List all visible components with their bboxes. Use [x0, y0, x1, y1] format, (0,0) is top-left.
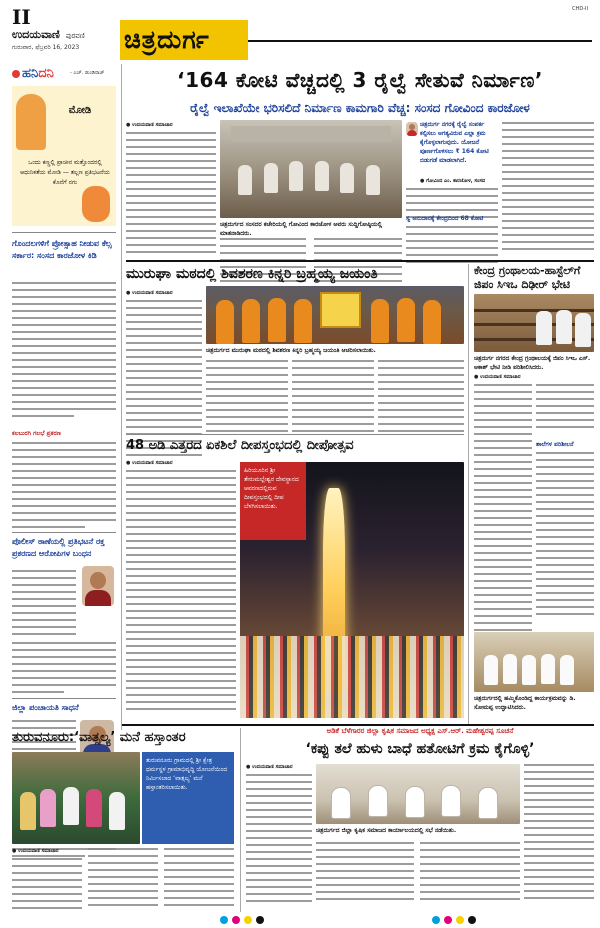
divider: [12, 698, 116, 699]
story3-headline: ಜಿಲ್ಲಾ ಪಂಚಾಯತಿ ಸಾಧನೆ: [12, 703, 79, 712]
lead-headline: ‘164 ಕೋಟಿ ವೆಚ್ಚದಲ್ಲಿ 3 ರೈಲ್ವೆ ಸೇತುವೆ ನಿರ್ಮಾಣ’: [177, 68, 543, 92]
hanidani-author: - ಎಚ್. ಡುಂಡಿರಾಜ್: [70, 70, 105, 76]
lead-photo: [220, 120, 402, 218]
section-divider: [126, 434, 464, 435]
murugha-body-col4: [378, 360, 464, 437]
story2-body: [12, 570, 76, 640]
vatsalya-photo: [12, 752, 140, 844]
yellow-dot-icon: [456, 916, 464, 924]
arecanut-body-col3: [420, 842, 520, 905]
library-body-col3: [536, 452, 594, 620]
cyan-dot-icon: [220, 916, 228, 924]
cartoon-figure-icon: [82, 186, 110, 222]
library-subhead: ಶಾಲೆಗಳ ಪರಿಶೀಲನೆ: [536, 441, 574, 448]
vatsalya-body-col2: [88, 848, 158, 911]
hanidani-dot-icon: [12, 70, 20, 78]
yellow-dot-icon: [244, 916, 252, 924]
hanidani-title: ಹನಿದನಿ: [22, 66, 54, 81]
lead-subhead: ರೈಲ್ವೆ ಇಲಾಖೆಯೇ ಭರಿಸಲಿದೆ ನಿರ್ಮಾಣ ಕಾಮಗಾರಿ ವೆಚ್ಚ: ಸಂಸದ ಗೋವಿಂದ ಕಾರಜೋಳ: [190, 101, 530, 115]
murugha-photo: [206, 286, 464, 344]
arecanut-photo: [316, 764, 520, 824]
murugha-body-col2: [206, 360, 288, 437]
hanidani-caption: ಒಂದು ಕಣ್ಣಲ್ಲಿ ಪ್ರಾಚೀನ ಮತ್ತೊಂದರಲ್ಲಿ ಆಧುನಿಕತೆಯ ಮೋಡಿ — ತಲ್ಲಣ ಪ್ರತಿಭಟನೆಯ ಕೊನೆಗೆ ನಗು: [20, 159, 110, 186]
sidebar-subhead: ಸ್ವ ಅನುದಾನಕ್ಕೆ ಕೇಂದ್ರದಿಂದ 68 ಕೋಟಿ: [406, 215, 484, 222]
brand-tag: ಪುರವಣಿ: [65, 32, 85, 40]
arecanut-body-col4: [524, 764, 594, 904]
lead-photo-caption: ಚಿತ್ರದುರ್ಗದ ಸಂಸದರ ಕಚೇರಿಯಲ್ಲಿ ಗೋವಿಂದ ಕಾರಜೋಳ ಅವರು ಸುದ್ದಿಗೋಷ್ಠಿಯಲ್ಲಿ ಮಾತನಾಡಿದರು.: [220, 221, 383, 237]
section-banner: [120, 20, 248, 60]
lead-body-col1: [126, 132, 216, 258]
story2-headline: ಪೊಲೀಸ್ ಠಾಣೆಯಲ್ಲಿ ಪ್ರತಿಭಟನೆ ರಕ್ತ ಪ್ರಕರಣದ ಆರೋಪಿಗಳ ಬಂಧನ: [12, 537, 105, 558]
library-reporter: ● ಉದಯವಾಣಿ ಸಮಾಚಾರ: [474, 374, 521, 380]
murugha-caption: ಚಿತ್ರದುರ್ಗದ ಮುರುಘಾ ಮಠದಲ್ಲಿ ಶಿವಶರಣ ಕಿನ್ನರಿ ಬ್ರಹ್ಮಯ್ಯ ಜಯಂತಿ ಆಚರಿಸಲಾಯಿತು.: [206, 347, 376, 354]
magenta-dot-icon: [444, 916, 452, 924]
story2-body-continued: [12, 642, 116, 698]
masthead-rule: [248, 40, 592, 42]
deepotsava-headline: 48 ಅಡಿ ಎತ್ತರದ ಏಕಶಿಲೆ ದೀಪಸ್ತಂಭದಲ್ಲಿ ದೀಪೋತ್ಸವ: [126, 438, 354, 453]
hanidani-quote: ಮೋಡಿ: [68, 105, 92, 116]
section-divider: [126, 260, 594, 262]
newspaper-logo: [12, 6, 116, 58]
arecanut-body-col1: [246, 774, 312, 907]
story1-body: [12, 282, 116, 422]
masthead: [0, 0, 600, 60]
magenta-dot-icon: [232, 916, 240, 924]
brand-text: ಉದಯವಾಣಿ: [12, 28, 60, 41]
arecanut-reporter: ● ಉದಯವಾಣಿ ಸಮಾಚಾರ: [246, 764, 293, 770]
arecanut-caption: ಚಿತ್ರದುರ್ಗದ ಜಿಲ್ಲಾ ಕೃಷಿಕ ಸಮಾಜದ ಕಾರ್ಯಾಲಯದಲ್ಲಿ ಸಭೆ ನಡೆಯಿತು.: [316, 827, 457, 834]
meeting-caption: ಚಿತ್ರದುರ್ಗದಲ್ಲಿ ಹಮ್ಮಿಕೊಂಡಿದ್ದ ಕಾರ್ಯಕ್ರಮವನ್ನು ಡಿ. ಸೋಮಪ್ಪ ಉದ್ಘಾಟಿಸಿದರು.: [474, 695, 576, 711]
column-rule: [468, 264, 469, 724]
hanidani-box: [12, 86, 116, 226]
registration-marks: [220, 914, 480, 924]
vatsalya-reporter: ● ಉದಯವಾಣಿ ಸಮಾಚಾರ: [12, 848, 59, 854]
murugha-reporter: ● ಉದಯವಾಣಿ ಸಮಾಚಾರ: [126, 290, 173, 296]
divider: [12, 232, 116, 233]
vatsalya-body-col1: [12, 858, 82, 914]
story1-subhead: ಕಲಬುರಗಿ ಗಲಭೆ ಪ್ರಕರಣ: [12, 430, 61, 437]
murugha-body-col3: [292, 360, 374, 437]
vatsalya-headline: ತುರುವನೂರು:‘ವಾತ್ಸಲ್ಯ’ ಮನೆ ಹಸ್ತಾಂತರ: [12, 730, 186, 745]
lead-reporter: ● ಉದಯವಾಣಿ ಸಮಾಚಾರ: [126, 122, 173, 128]
black-dot-icon: [468, 916, 476, 924]
sidebar-quote-author: ● ಗೋವಿಂದ ಎಂ. ಕಾರಜೋಳ, ಸಂಸದ: [420, 178, 486, 184]
meeting-photo: [474, 632, 594, 692]
section-title: ಚಿತ್ರದುರ್ಗ: [124, 25, 210, 54]
murugha-headline: ಮುರುಘಾ ಮಠದಲ್ಲಿ ಶಿವಶರಣ ಕಿನ್ನರಿ ಬ್ರಹ್ಮಯ್ಯ ಜಯಂತಿ: [126, 266, 378, 282]
hanidani-logo: [12, 64, 116, 84]
issue-date: ಗುರುವಾರ, ಫೆಬ್ರವರಿ 16, 2023: [12, 44, 80, 51]
black-dot-icon: [256, 916, 264, 924]
column-rule: [121, 64, 122, 730]
sidebar-quote: ಚಿತ್ರದುರ್ಗ ನಗರಕ್ಕೆ ರೈಲ್ವೆ ಸಂಪರ್ಕ ಕಲ್ಪಿಸಲು ಅಗತ್ಯವಿರುವ ಎಲ್ಲಾ ಕ್ರಮ ಕೈಗೊಳ್ಳಲಾಗುವುದು. ಯೋಜನೆ ಪೂರ್ಣಗೊಳಿಸಲು ₹ 164 ಕೋಟಿ ಬಿಡುಗಡೆ ಮಾಡಲಾಗಿದೆ.: [420, 121, 489, 164]
page-code: CHD-II: [572, 6, 588, 12]
column-rule: [240, 728, 241, 912]
library-caption: ಚಿತ್ರದುರ್ಗ ನಗರದ ಕೇಂದ್ರ ಗ್ರಂಥಾಲಯಕ್ಕೆ ಜಿಪಂ ಸಿಇಒ ಎಸ್. ಆಕಾಶ್ ಭೇಟಿ ನೀಡಿ ಪರಿಶೀಲಿಸಿದರು.: [474, 355, 591, 371]
library-body-col1: [474, 384, 532, 643]
portrait-photo: [82, 566, 114, 606]
library-headline: ಕೇಂದ್ರ ಗ್ರಂಥಾಲಯ-ಹಾಸ್ಟೆಲ್‌ಗೆ ಜಿಪಂ ಸಿಇಒ ದಿಢೀರ್ ಭೇಟಿ: [474, 264, 581, 291]
arecanut-headline: ‘ಕಪ್ಪು ತಲೆ ಹುಳು ಬಾಧೆ ಹತೋಟಿಗೆ ಕ್ರಮ ಕೈಗೊಳ್ಳಿ’: [305, 741, 535, 757]
story1-headline: ಗೊಂದಲಗಳಿಗೆ ಪ್ರೋತ್ಸಾಹ ನೀಡುವ ಕೆಲ್ಸ ಸರ್ಕಾರ: ಸಂಸದ ಕಾರಜೋಳ ಕಿಡಿ: [12, 239, 112, 260]
brand-name: [12, 28, 116, 43]
library-body-col2: [536, 384, 594, 433]
deepotsava-reporter: ● ಉದಯವಾಣಿ ಸಮಾಚಾರ: [126, 460, 173, 466]
vatsalya-body-col3: [164, 848, 234, 911]
library-photo: [474, 294, 594, 352]
arecanut-kicker: ಅಡಿಕೆ ಬೆಳೆಗಾರರ ಜಿಲ್ಲಾ ಕೃಷಿಕ ಸಮಾಜದ ಅಧ್ಯಕ್ಷ ಎಸ್.ಆರ್. ಮಹೇಶ್ವರಪ್ಪ ಸೂಚನೆ: [326, 727, 514, 735]
quote-author-thumb: [406, 122, 418, 136]
cyan-dot-icon: [432, 916, 440, 924]
story1-body-continued: [12, 442, 116, 533]
vatsalya-box: ತುರುವನೂರು ಗ್ರಾಮದಲ್ಲಿ ಶ್ರೀ ಕ್ಷೇತ್ರ ಧರ್ಮಸ್ಥಳ ಗ್ರಾಮಾಭಿವೃದ್ಧಿ ಯೋಜನೆಯಿಂದ ನಿರ್ಮಿಸಲಾದ ‘ವಾತ್ಸಲ್ಯ’ ಮನೆ ಹಸ್ತಾಂತರಿಸಲಾಯಿತು.: [142, 752, 234, 844]
divider: [12, 532, 116, 533]
edition-numeral: II: [12, 5, 31, 29]
cartoon-figure-icon: [16, 94, 46, 150]
deepotsava-body-col1: [126, 470, 236, 715]
arecanut-body-col2: [316, 842, 414, 905]
deepotsava-box: ಹಿರಿಯೂರಿನ ಶ್ರೀ ತೇರುಮಲ್ಲೇಶ್ವರ ದೇವಸ್ಥಾನದ ಆವರಣದಲ್ಲಿರುವ ದೀಪಸ್ತಂಭದಲ್ಲಿ ದೀಪ ಬೆಳಗಿಸಲಾಯಿತು.: [240, 462, 306, 540]
lead-body-col6: [502, 122, 594, 255]
